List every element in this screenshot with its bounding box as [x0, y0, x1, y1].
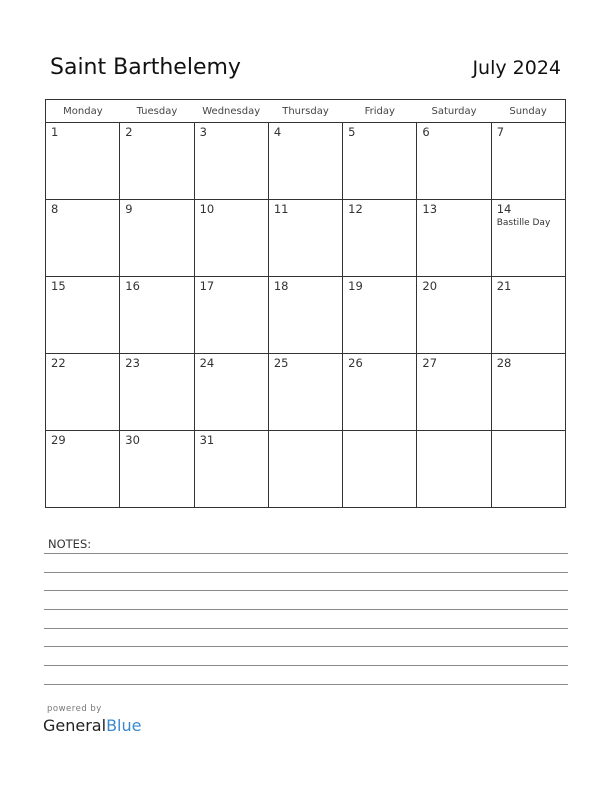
day-cell	[268, 123, 342, 200]
week-row	[46, 354, 566, 431]
logo-text-general: General	[43, 716, 107, 735]
day-cell	[343, 123, 417, 200]
day-number: 15	[51, 279, 66, 293]
day-number: 29	[51, 433, 66, 447]
day-number: 18	[273, 279, 289, 293]
day-cell	[46, 354, 120, 431]
day-cell	[417, 354, 491, 431]
day-cell	[491, 431, 565, 508]
day-number: 22	[51, 356, 66, 370]
day-number: 26	[348, 356, 363, 370]
day-cell	[120, 123, 194, 200]
day-number: 10	[199, 202, 215, 216]
weekday-header: Friday	[343, 100, 417, 123]
day-number: 14	[496, 202, 512, 216]
day-cell	[343, 277, 417, 354]
day-cell	[194, 354, 268, 431]
generalblue-logo[interactable]	[43, 716, 141, 735]
day-cell	[343, 431, 417, 508]
day-number: 21	[496, 279, 512, 293]
day-cell	[268, 354, 342, 431]
day-number: 8	[51, 202, 59, 216]
day-cell	[194, 200, 268, 277]
calendar-month: July 2024	[472, 57, 561, 79]
day-number: 24	[199, 356, 215, 370]
day-number: 9	[125, 202, 133, 216]
week-row	[46, 431, 566, 508]
note-line	[44, 553, 568, 554]
day-cell	[46, 431, 120, 508]
note-line	[44, 628, 568, 629]
day-cell	[268, 200, 342, 277]
day-number: 28	[496, 356, 512, 370]
day-cell	[120, 431, 194, 508]
day-number: 17	[199, 279, 215, 293]
day-cell	[417, 277, 491, 354]
day-number: 30	[125, 433, 140, 447]
day-cell	[120, 354, 194, 431]
week-row	[46, 200, 566, 277]
day-number: 1	[51, 125, 59, 139]
note-line	[44, 646, 568, 647]
day-number: 6	[422, 125, 430, 139]
logo-text-blue: Blue	[106, 716, 142, 735]
day-cell	[491, 354, 565, 431]
week-row	[46, 277, 566, 354]
weekday-header: Wednesday	[194, 100, 268, 123]
day-cell	[343, 200, 417, 277]
day-cell	[491, 277, 565, 354]
weekday-header: Thursday	[268, 100, 342, 123]
day-number: 7	[496, 125, 505, 139]
day-cell	[46, 123, 120, 200]
day-number: 23	[125, 356, 140, 370]
week-row	[46, 123, 566, 200]
day-cell	[120, 200, 194, 277]
day-number: 4	[273, 125, 282, 139]
day-cell	[417, 200, 491, 277]
weekday-header: Monday	[46, 100, 120, 123]
day-number: 27	[422, 356, 438, 370]
weekday-header: Tuesday	[120, 100, 194, 123]
weekday-header: Saturday	[417, 100, 491, 123]
day-cell	[491, 200, 565, 277]
note-line	[44, 665, 568, 666]
day-cell	[194, 123, 268, 200]
note-line	[44, 684, 568, 685]
weekday-header-row	[46, 100, 566, 123]
day-cell	[194, 431, 268, 508]
powered-by-text: powered by	[47, 704, 102, 714]
day-number: 31	[199, 433, 215, 447]
day-cell	[46, 200, 120, 277]
note-line	[44, 572, 568, 573]
day-number: 13	[422, 202, 438, 216]
day-cell	[491, 123, 565, 200]
day-cell	[343, 354, 417, 431]
day-cell	[268, 431, 342, 508]
day-cell	[46, 277, 120, 354]
day-number: 16	[125, 279, 140, 293]
note-line	[44, 609, 568, 610]
day-number: 2	[125, 125, 133, 139]
notes-label: NOTES:	[48, 537, 92, 551]
day-cell	[120, 277, 194, 354]
calendar-title: Saint Barthelemy	[50, 55, 241, 80]
day-number: 25	[273, 356, 289, 370]
day-cell	[268, 277, 342, 354]
day-cell	[194, 277, 268, 354]
day-number: 20	[422, 279, 438, 293]
calendar-grid	[45, 99, 566, 508]
day-number: 11	[273, 202, 289, 216]
day-number: 3	[199, 125, 207, 139]
note-line	[44, 590, 568, 591]
day-number: 19	[348, 279, 363, 293]
day-cell	[417, 123, 491, 200]
day-number: 5	[348, 125, 356, 139]
day-cell	[417, 431, 491, 508]
weekday-header: Sunday	[491, 100, 565, 123]
day-number: 12	[348, 202, 363, 216]
holiday-label: Bastille Day	[496, 218, 551, 228]
